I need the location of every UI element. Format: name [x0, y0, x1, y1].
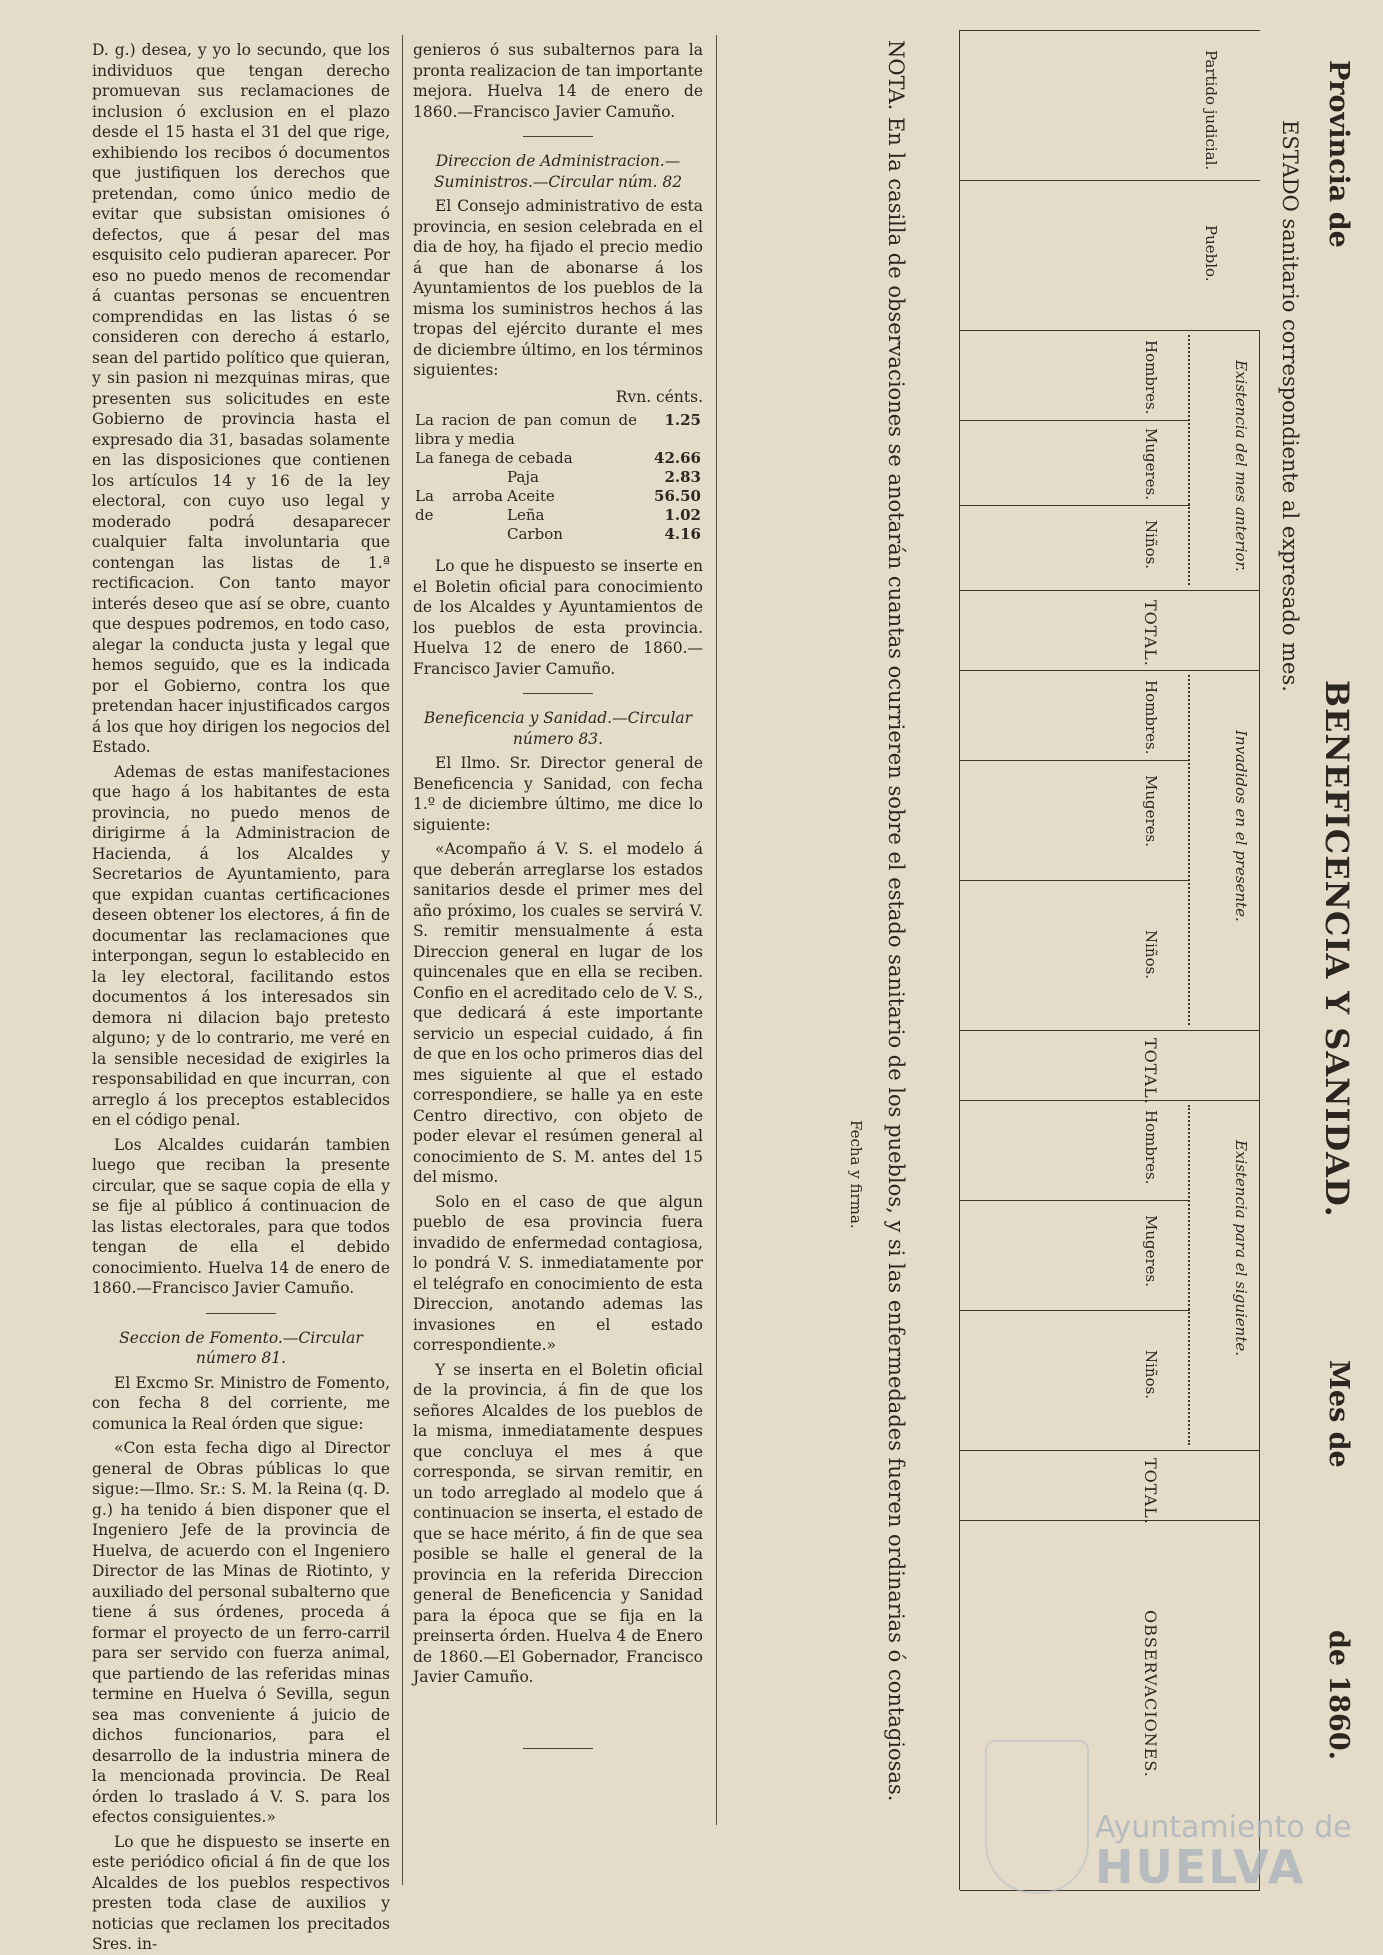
grid-line	[960, 760, 1190, 761]
paragraph: Y se inserta en el Boletin oficial de la provincia, á fin de que los señores Alcaldes de los pueblos de la misma, inmediatamente despues que concluya el mes á que corresponda, se sirvan remitir, en un todo arreglado al modelo que á continuacion se inserta, el estado de que se hace mérito, á fin de que sea posible se halle el general de la provincia en la referida Direccion general de Beneficencia y Sanidad para la época que se fija en la preinserta órden. Huelva 4 de Enero de 1860.—El Gobernador, Francisco Javier Camuño.	[413, 1360, 703, 1686]
column-header: Niños.	[1142, 520, 1160, 570]
section-heading: Beneficencia y Sanidad.—Circular número 83.	[423, 709, 693, 748]
paragraph: Lo que he dispuesto se inserte en el Boletin oficial para conocimiento de los Alcaldes y Ayuntamientos de los pueblos de esta provincia. Huelva 12 de enero de 1860.—Francisco Javier Camuño.	[413, 557, 703, 678]
sanitary-form	[720, 30, 1360, 1910]
grid-line	[960, 1450, 1260, 1451]
text-column-1	[92, 40, 390, 1953]
price-value: 42.66	[654, 449, 701, 467]
section-divider	[206, 1313, 276, 1314]
paragraph: El Consejo administrativo de esta provincia, en sesion celebrada en el dia de hoy, ha fijado el precio medio á que han de abonarse á los Ayuntamientos de los pueblos de la misma los suministros hechos á las tropas del ejército durante el mes de diciembre último, en los términos siguientes:	[413, 197, 703, 379]
price-value: 1.02	[664, 506, 701, 524]
column-header: Hombres.	[1142, 680, 1160, 755]
paragraph: El Excmo Sr. Ministro de Fomento, con fecha 8 del corriente, me comunica la Real órden que sigue:	[92, 1373, 390, 1433]
table-row	[413, 449, 703, 468]
column-rule	[402, 35, 403, 1885]
price-value: 1.25	[664, 411, 701, 429]
price-label: Paja	[507, 468, 539, 486]
grid-line	[960, 420, 1190, 421]
price-label: La fanega de cebada	[415, 449, 573, 467]
column-header: Partido judicial.	[1202, 50, 1220, 171]
price-value: 4.16	[664, 525, 701, 543]
grid-line	[1188, 1105, 1190, 1445]
column-header: Mugeres.	[1142, 1215, 1160, 1288]
form-title: BENEFICENCIA Y SANIDAD.	[1318, 680, 1356, 1218]
column-header: Hombres.	[1142, 340, 1160, 415]
group-header: Existencia para el siguiente.	[1232, 1140, 1250, 1357]
column-header: Mugeres.	[1142, 775, 1160, 848]
watermark-text: HUELVA	[1095, 1840, 1306, 1894]
price-value: 56.50	[654, 487, 701, 505]
grid-line	[960, 30, 1260, 31]
grid-line	[1188, 675, 1190, 1025]
form-subtitle: ESTADO sanitario correspondiente al expresado mes.	[1278, 120, 1302, 692]
price-label: Leña	[507, 506, 545, 524]
column-header: Hombres.	[1142, 1110, 1160, 1185]
grid-line	[960, 1030, 1260, 1031]
watermark-text: Ayuntamiento de	[1095, 1810, 1352, 1845]
group-header: Invadidos en el presente.	[1232, 730, 1250, 922]
column-header: Mugeres.	[1142, 428, 1160, 501]
grid-line	[960, 1200, 1190, 1201]
paragraph: «Acompaño á V. S. el modelo á que deberán arreglarse los estados sanitarios desde el primer mes del año próximo, los cuales se servirá V. S. remitir mensualmente á esta Direccion general en lugar de los quincenales que en ella se reciben. Confio en el acreditado celo de V. S., que dedicará á este importante servicio un especial cuidado, á fin de que en los ocho primeros dias del mes siguiente al que el estado correspondiere, se halle ya en este Centro directivo, con objeto de poder elevar el resúmen general al conocimiento de S. M. antes del 15 del mismo.	[413, 840, 703, 1186]
section-divider	[523, 693, 593, 694]
grid-line	[1259, 330, 1260, 1890]
paragraph: El Ilmo. Sr. Director general de Beneficencia y Sanidad, con fecha 1.º de diciembre último, me dice lo siguiente:	[413, 754, 703, 834]
signature-line: Fecha y firma.	[847, 1120, 865, 1229]
coat-of-arms-watermark	[985, 1740, 1089, 1894]
group-header: Existencia del mes anterior.	[1232, 360, 1250, 572]
paragraph: Los Alcaldes cuidarán tambien luego que reciban la presente circular, que se saque copia de ella y se fije al público á continuacion de las listas electorales, para que todos tengan de ella el debido conocimiento. Huelva 14 de enero de 1860.—Francisco Javier Camuño.	[92, 1135, 390, 1297]
section-heading: Direccion de Administracion.—Suministros.—Circular núm. 82	[433, 152, 683, 191]
price-label: La racion de pan comun de libra y media	[415, 411, 637, 448]
arroba-label: La arroba de	[415, 487, 503, 524]
grid-line	[960, 180, 1260, 181]
column-header: Niños.	[1142, 930, 1160, 980]
paragraph: Ademas de estas manifestaciones que hago á los habitantes de esta provincia, no puedo menos de dirigirme á la Administracion de Hacienda, á los Alcaldes y Secretarios de Ayuntamiento, para que expidan cuantas certificaciones deseen obtener los electores, á fin de documentar las reclamaciones que interpongan, segun lo establecido en la ley electoral, facilitando estos documentos á los interesados sin demora ni dilacion bajo pretesto alguno; y de lo contrario, me veré en la sensible necesidad de exigirles la responsabilidad en que incurran, con arreglo á los preceptos establecidos en el código penal.	[92, 762, 390, 1129]
currency-header: Rvn. cénts.	[615, 387, 703, 406]
price-table	[413, 411, 703, 544]
grid-line	[960, 330, 1260, 331]
section-divider	[523, 136, 593, 137]
grid-line	[959, 30, 960, 1890]
grid-line	[1188, 335, 1190, 585]
table-row	[413, 468, 703, 487]
province-label: Provincia de	[1323, 60, 1354, 248]
column-rule	[716, 35, 717, 1825]
section-divider	[523, 1748, 593, 1749]
grid-line	[960, 1520, 1260, 1521]
grid-line	[960, 505, 1190, 506]
column-header: TOTAL.	[1141, 1038, 1160, 1105]
paragraph: «Con esta fecha digo al Director general de Obras públicas lo que sigue:—Ilmo. Sr.: S. M. la Reina (q. D. g.) ha tenido á bien disponer que el Ingeniero Jefe de la provincia de Huelva, de acuerdo con el Ingeniero Director de las Minas de Riotinto, y auxiliado del personal subalterno que tiene á sus órdenes, proceda á formar el proyecto de un ferro-carril para ser servido con fuerza animal, que partiendo de las referidas minas termine en Huelva ó Sevilla, segun sea mas conveniente á juicio de dichos funcionarios, para el desarrollo de la industria minera de la mencionada provincia. De Real órden lo traslado á V. S. para los efectos consiguientes.»	[92, 1439, 390, 1826]
paragraph: D. g.) desea, y yo lo secundo, que los individuos que tengan derecho promuevan sus reclamaciones de inclusion ó exclusion en el plazo desde el 15 hasta el 31 del que rige, exhibiendo los recibos ó documentos que justifiquen los derechos que pretendan, como único medio de evitar que subsistan omisiones ó defectos, que á pesar del mas esquisito celo pudieran aparecer. Por eso no puedo menos de recomendar á cuantas personas se encuentren comprendidas en las listas ó se consideren con derecho á estarlo, sean del partido político que quieran, y sin pasion ni mezquinas miras, que presenten sus solicitudes en este Gobierno de provincia hasta el expresado dia 31, basadas solamente en las disposiciones que contienen los artículos 14 y 16 de la ley electoral, con cuyo uso legal y moderado podrá desaparecer cualquier falta involuntaria que contengan las listas de 1.ª rectificacion. Con tanto mayor interés deseo que así se obre, cuanto que despues podremos, en todo caso, alegar la conducta justa y legal que hemos seguido, que es la indicada por el Gobierno, contra los que pretendan hacer injustificados cargos á los que hoy dirigen los negocios del Estado.	[92, 41, 390, 756]
grid-line	[960, 1100, 1260, 1101]
column-header: TOTAL.	[1141, 600, 1160, 667]
table-row	[413, 411, 703, 449]
column-header: Niños.	[1142, 1350, 1160, 1400]
grid-line	[960, 880, 1190, 881]
paragraph: Lo que he dispuesto se inserte en este periódico oficial á fin de que los Alcaldes de los pueblos respectivos presten toda clase de auxilios y noticias que reclamen los precitados Sres. in-	[92, 1832, 390, 1953]
price-label: Carbon	[507, 525, 563, 543]
grid-line	[960, 670, 1260, 671]
paragraph: genieros ó sus subalternos para la pronta realizacion de tan importante mejora. Huelva 14 de enero de 1860.—Francisco Javier Camuño.	[413, 41, 703, 121]
price-value: 2.83	[664, 468, 701, 486]
grid-line	[960, 1310, 1190, 1311]
month-label: Mes de	[1323, 1360, 1354, 1468]
form-title-bar	[1300, 30, 1360, 1910]
form-grid	[960, 30, 1260, 1910]
column-header: TOTAL.	[1141, 1458, 1160, 1525]
column-header: Pueblo.	[1202, 225, 1220, 282]
grid-line	[960, 590, 1260, 591]
year-label: de 1860.	[1323, 1630, 1354, 1761]
column-header: OBSERVACIONES.	[1141, 1610, 1160, 1778]
section-heading: Seccion de Fomento.—Circular número 81.	[119, 1328, 363, 1367]
price-label: Aceite	[507, 487, 555, 505]
text-column-2	[413, 40, 703, 1820]
paragraph: Solo en el caso de que algun pueblo de esa provincia fuera invadido de enfermedad contagiosa, lo pondrá V. S. inmediatamente por el telégrafo en conocimiento de esta Direccion, anotando ademas las invasiones en el estado correspondiente.»	[413, 1192, 703, 1354]
form-note: NOTA. En la casilla de observaciones se anotarán cuantas ocurrieren sobre el estado sanitario de los pueblos, y si las enfermedades fueren ordinarias ó contagiosas.	[884, 40, 908, 1802]
